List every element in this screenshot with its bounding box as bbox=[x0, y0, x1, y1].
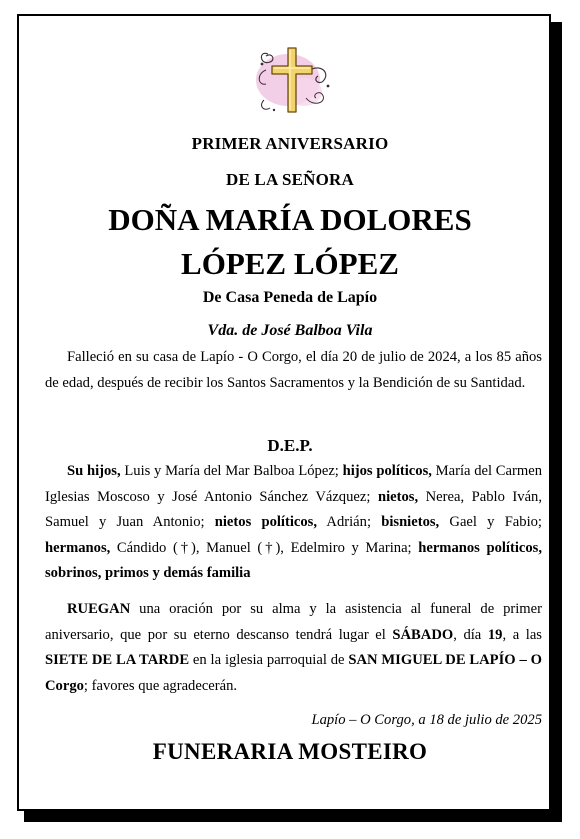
request-text-1: una oración por su alma y la asistencia al funeral de primer aniversario, que por su eterno descanso tendrá lugar el bbox=[45, 601, 542, 643]
label-hermanos: hermanos, bbox=[45, 539, 111, 556]
family-paragraph bbox=[45, 459, 542, 587]
label-other-family: hermanos políticos, sobrinos, primos y demás familia bbox=[45, 539, 542, 581]
service-time: SIETE DE LA TARDE bbox=[45, 652, 190, 668]
label-nietos: nietos, bbox=[377, 488, 419, 505]
hijos-politicos-text: María del Carmen Iglesias Moscoso y José Antonio Sánchez Vázquez; bbox=[45, 463, 542, 505]
deceased-name-line-2: LÓPEZ LÓPEZ bbox=[181, 246, 399, 281]
request-text-4: en la iglesia parroquial de bbox=[189, 652, 349, 668]
deceased-name-line-1: DOÑA MARÍA DOLORES bbox=[108, 202, 472, 237]
heading-line-1: PRIMER ANIVERSARIO bbox=[191, 134, 389, 153]
label-hijos-politicos: hijos políticos, bbox=[342, 463, 432, 479]
place-and-date: Lapío – O Corgo, a 18 de julio de 2025 bbox=[311, 712, 542, 728]
death-notice-paragraph bbox=[45, 345, 542, 396]
hijos-text: Luis y María del Mar Balboa López; bbox=[120, 463, 343, 479]
label-bisnietos: bisnietos, bbox=[381, 514, 440, 530]
church-name: SAN MIGUEL DE LAPÍO – O Corgo bbox=[45, 652, 542, 694]
death-notice-text: Falleció en su casa de Lapío - O Corgo, el día 20 de julio de 2024, a los 85 años de edad, después de recibir los Santos Sacramentos y la Bendición de su Santidad. bbox=[45, 349, 542, 391]
heading-line-2: DE LA SEÑORA bbox=[225, 170, 355, 189]
bisnietos-text: Gael y Fabio; bbox=[439, 514, 542, 530]
nietos-politicos-text: Adrián; bbox=[317, 514, 382, 530]
cross-with-flourish-icon bbox=[248, 40, 338, 120]
label-ruegan: RUEGAN bbox=[67, 601, 131, 617]
request-text-5: ; favores que agradecerán. bbox=[83, 677, 238, 694]
funeral-home-name: FUNERARIA MOSTEIRO bbox=[152, 739, 428, 764]
nietos-text: Nerea, Pablo Iván, Samuel y Juan Antonio; bbox=[45, 488, 543, 530]
label-nietos-politicos: nietos políticos, bbox=[214, 514, 318, 530]
widow-of: Vda. de José Balboa Vila bbox=[207, 322, 373, 339]
request-paragraph bbox=[45, 597, 542, 699]
service-day: SÁBADO bbox=[392, 626, 454, 643]
label-hijos: Su hijos, bbox=[67, 463, 121, 479]
origin-house: De Casa Peneda de Lapío bbox=[202, 289, 378, 306]
request-text-3: , a las bbox=[502, 626, 542, 643]
hermanos-text: Cándido (†), Manuel (†), Edelmiro y Marina; bbox=[110, 539, 419, 556]
request-text-2: , día bbox=[453, 626, 488, 643]
service-day-number: 19 bbox=[487, 626, 503, 643]
dep-label: D.E.P. bbox=[267, 436, 313, 455]
